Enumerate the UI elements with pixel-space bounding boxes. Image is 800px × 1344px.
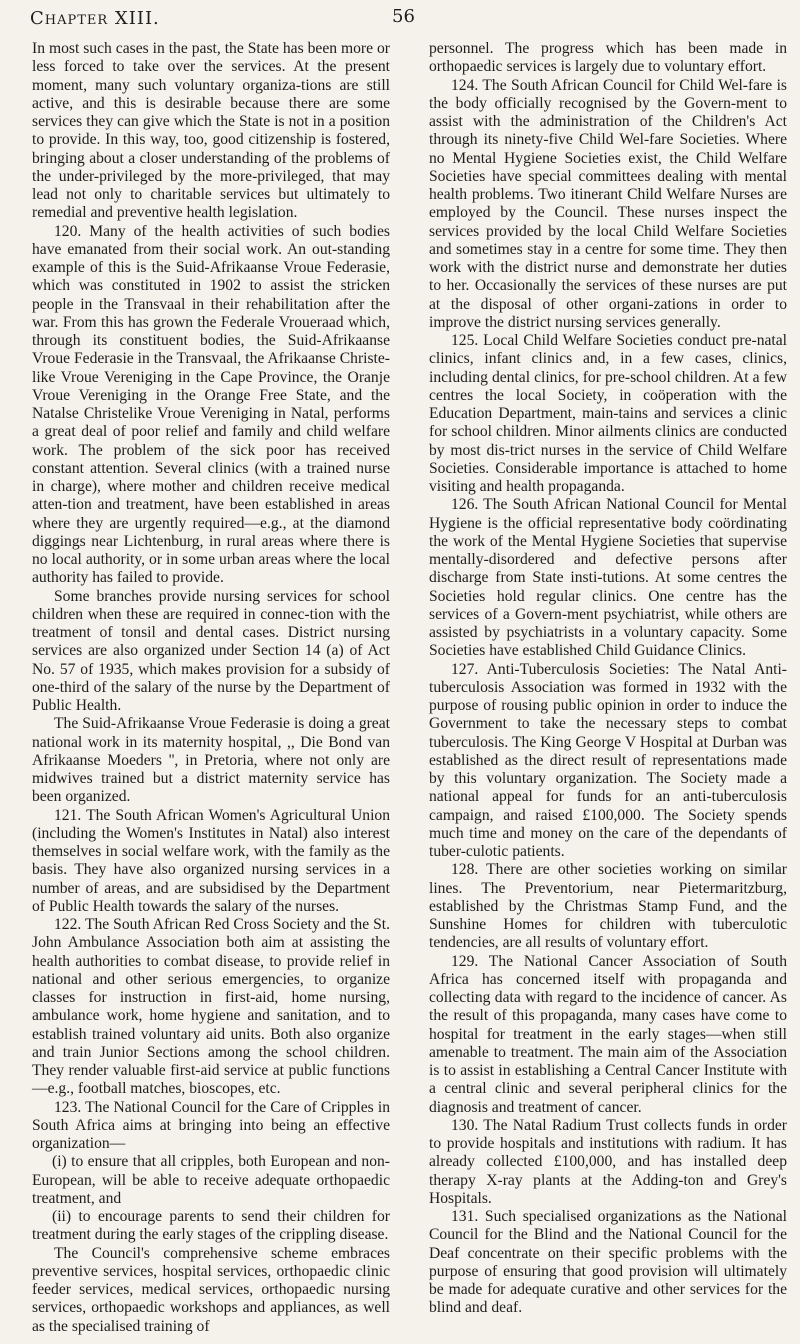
paragraph-130: 130. The Natal Radium Trust collects funds in order to provide hospitals and institutions with radium. It has already collected £100,000, and has installed deep therapy X-ray plants at the Adding-ton and Grey's Hospitals. (429, 1116, 787, 1207)
paragraph-123-council: The Council's comprehensive scheme embraces preventive services, hospital services, orthopaedic clinic feeder services, medical services, orthopaedic nursing services, orthopaedic workshops and appliances, as well as the specialised training of (32, 1244, 390, 1335)
page-number: 56 (392, 6, 415, 27)
left-column (32, 40, 390, 1336)
paragraph-131: 131. Such specialised organizations as the National Council for the Blind and the National Council for the Deaf concentrate on their specific problems with the purpose of ensuring that good provision will ultimately be made for adequate curative and other services for the blind and deaf. (429, 1208, 787, 1317)
paragraph-intro: In most such cases in the past, the State has been more or less forced to take over the services. At the present moment, many such voluntary organiza-tions are still active, and this is desirable because there are some services they can give which the State is not in a position to provide. In this way, too, good citizenship is fostered, bringing about a closer understanding of the problems of the under-privileged by the more-privileged, that may lead not only to charitable services but ultimately to remedial and preventive health legislation. (32, 40, 390, 222)
paragraph-127: 127. Anti-Tuberculosis Societies: The Natal Anti-tuberculosis Association was formed in 1932 with the purpose of rousing public opinion in order to induce the Government to take the necessary steps to combat tuberculosis. The King George V Hospital at Durban was established as the direct result of representations made by this voluntary organization. The Society made a national appeal for funds for an anti-tuberculosis campaign, and raised £100,000. The Society spends much time and money on the care of the dependants of tuber-culotic patients. (429, 660, 787, 860)
paragraph-120-branches: Some branches provide nursing services for school children when these are required in connec-tion with the treatment of tonsil and dental cases. District nursing services are also organized under Section 14 (a) of Act No. 57 of 1935, which makes provision for a subsidy of one-third of the salary of the nurse by the Department of Public Health. (32, 587, 390, 714)
paragraph-121: 121. The South African Women's Agricultural Union (including the Women's Institutes in Natal) also interest themselves in social welfare work, with the family as the basis. They have also organized nursing services in a number of areas, and are subsidised by the Department of Public Health towards the salary of the nurses. (32, 806, 390, 915)
paragraph-126: 126. The South African National Council for Mental Hygiene is the official representative body coördinating the work of the Mental Hygiene Societies that supervise mentally-disordered and defective persons after discharge from State insti-tutions. At some centres the Societies hold regular clinics. One centre has the services of a Govern-ment psychiatrist, while others are assisted by psychiatrists in a voluntary capacity. Some Societies have established Child Guidance Clinics. (429, 496, 787, 660)
chapter-heading: Chapter XIII. (30, 8, 160, 29)
right-column (429, 40, 787, 1318)
paragraph-123-item-ii: (ii) to encourage parents to send their children for treatment during the early stages of the crippling disease. (32, 1208, 390, 1244)
paragraph-123-item-i: (i) to ensure that all cripples, both European and non-European, will be able to receive adequate orthopaedic treatment, and (32, 1153, 390, 1207)
paragraph-124: 124. The South African Council for Child Wel-fare is the body officially recognised by the Govern-ment to assist with the administration of the Children's Act through its ninety-five Child Wel-fare Societies. Where no Mental Hygiene Societies exist, the Child Welfare Societies have special committees dealing with mental health problems. Two itinerant Child Welfare Nurses are employed by the Council. These nurses inspect the services provided by the local Child Welfare Societies and sometimes stay in a centre for some time. They then work with the district nurse and demonstrate her duties to her. Occasionally the services of these nurses are put at the disposal of other organi-zations in order to improve the district nursing services generally. (429, 76, 787, 331)
paragraph-122: 122. The South African Red Cross Society and the St. John Ambulance Association both aim at assisting the health authorities to combat disease, to provide relief in national and other serious emergencies, to organize classes for instruction in first-aid, home nursing, ambulance work, home hygiene and sanitation, and to establish trained voluntary aid units. Both also organize and train Junior Sections among the school children. They render valuable first-aid service at public functions —e.g., football matches, bioscopes, etc. (32, 916, 390, 1098)
paragraph-123-continued: personnel. The progress which has been made in orthopaedic services is largely due to voluntary effort. (429, 40, 787, 76)
paragraph-120-federasie: The Suid-Afrikaanse Vroue Federasie is doing a great national work in its maternity hospital, ,, Die Bond van Afrikaanse Moeders '', in Pretoria, where not only are midwives trained but a district maternity service has been organized. (32, 715, 390, 806)
paragraph-120: 120. Many of the health activities of such bodies have emanated from their social work. An out-standing example of this is the Suid-Afrikaanse Vroue Federasie, which was constituted in 1902 to assist the stricken people in the Transvaal in their rehabilitation after the war. From this has grown the Federale Vroueraad which, through its constituent bodies, the Suid-Afrikaanse Vroue Federasie in the Transvaal, the Afrikaanse Christe-like Vroue Vereniging in the Cape Province, the Oranje Vroue Vereniging in the Orange Free State, and the Natalse Christelike Vroue Vereniging in Natal, performs a great deal of poor relief and family and child welfare work. The problem of the sick poor has received constant attention. Several clinics (with a trained nurse in charge), where mother and children receive medical atten-tion and treatment, have been established in areas where they are urgently required—e.g., at the diamond diggings near Lichtenburg, in rural areas where there is no local authority, or in some urban areas where the local authority has failed to provide. (32, 222, 390, 587)
paragraph-125: 125. Local Child Welfare Societies conduct pre-natal clinics, infant clinics and, in a few cases, clinics, including dental clinics, for pre-school children. At a few centres the local Society, in coöperation with the Education Department, main-tains and services a clinic for school children. Minor ailments clinics are conducted by most dis-trict nurses in the service of Child Welfare Societies. Considerable importance is attached to home visiting and health propaganda. (429, 332, 787, 495)
paragraph-129: 129. The National Cancer Association of South Africa has concerned itself with propaganda and collecting data with regard to the incidence of cancer. As the result of this propaganda, many cases have come to hospital for treatment in the early stages—when still amenable to treatment. The main aim of the Association is to assist in establishing a Central Cancer Institute with a central clinic and several peripheral clinics for the diagnosis and treatment of cancer. (429, 952, 787, 1116)
paragraph-128: 128. There are other societies working on similar lines. The Preventorium, near Pietermaritzburg, established by the Christmas Stamp Fund, and the Sunshine Homes for children with tuberculotic tendencies, are all results of voluntary effort. (429, 861, 787, 952)
paragraph-123: 123. The National Council for the Care of Cripples in South Africa aims at bringing into being an effective organization— (32, 1098, 390, 1152)
